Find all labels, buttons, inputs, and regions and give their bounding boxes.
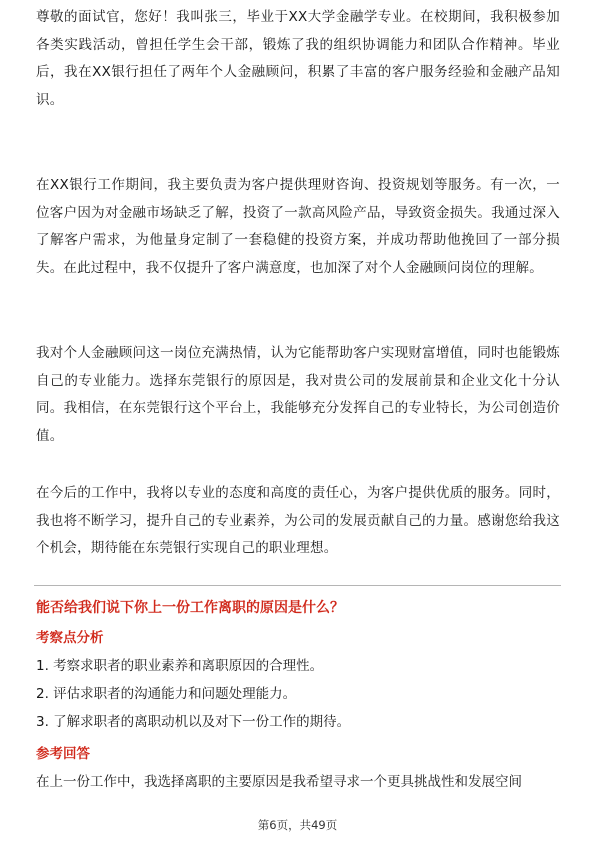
analysis-heading: 考察点分析	[36, 630, 104, 646]
intro-paragraph-4: 在今后的工作中，我将以专业的态度和高度的责任心，为客户提供优质的服务。同时，我也将不断学习，提升自己的专业素养，为公司的发展贡献自己的力量。感谢您给我这个机会，期待能在东莞银行实现自己的职业理想。	[36, 485, 560, 556]
question-title: 能否给我们说下你上一份工作离职的原因是什么？	[36, 600, 344, 616]
answer-text: 在上一份工作中，我选择离职的主要原因是我希望寻求一个更具挑战性和发展空间	[36, 774, 522, 790]
analysis-item: 2. 评估求职者的沟通能力和问题处理能力。	[36, 686, 297, 702]
intro-paragraph-2: 在XX银行工作期间，我主要负责为客户提供理财咨询、投资规划等服务。有一次，一位客户因为对金融市场缺乏了解，投资了一款高风险产品，导致资金损失。我通过深入了解客户需求，为他量身定制了一套稳健的投资方案，并成功帮助他挽回了一部分损失。在此过程中，我不仅提升了客户满意度，也加深了对个人金融顾问岗位的理解。	[36, 177, 560, 276]
intro-paragraph-1: 尊敬的面试官，您好！我叫张三，毕业于XX大学金融学专业。在校期间，我积极参加各类实践活动，曾担任学生会干部，锻炼了我的组织协调能力和团队合作精神。毕业后，我在XX银行担任了两年个人金融顾问，积累了丰富的客户服务经验和金融产品知识。	[36, 9, 560, 108]
analysis-item: 3. 了解求职者的离职动机以及对下一份工作的期待。	[36, 714, 351, 730]
section-divider	[34, 585, 561, 586]
answer-heading: 参考回答	[36, 746, 90, 762]
page-number: 第6页，共49页	[257, 818, 338, 832]
intro-paragraph-3: 我对个人金融顾问这一岗位充满热情，认为它能帮助客户实现财富增值，同时也能锻炼自己的专业能力。选择东莞银行的原因是，我对贵公司的发展前景和企业文化十分认同。我相信，在东莞银行这个平台上，我能够充分发挥自己的专业特长，为公司创造价值。	[36, 345, 560, 444]
analysis-item: 1. 考察求职者的职业素养和离职原因的合理性。	[36, 658, 324, 674]
